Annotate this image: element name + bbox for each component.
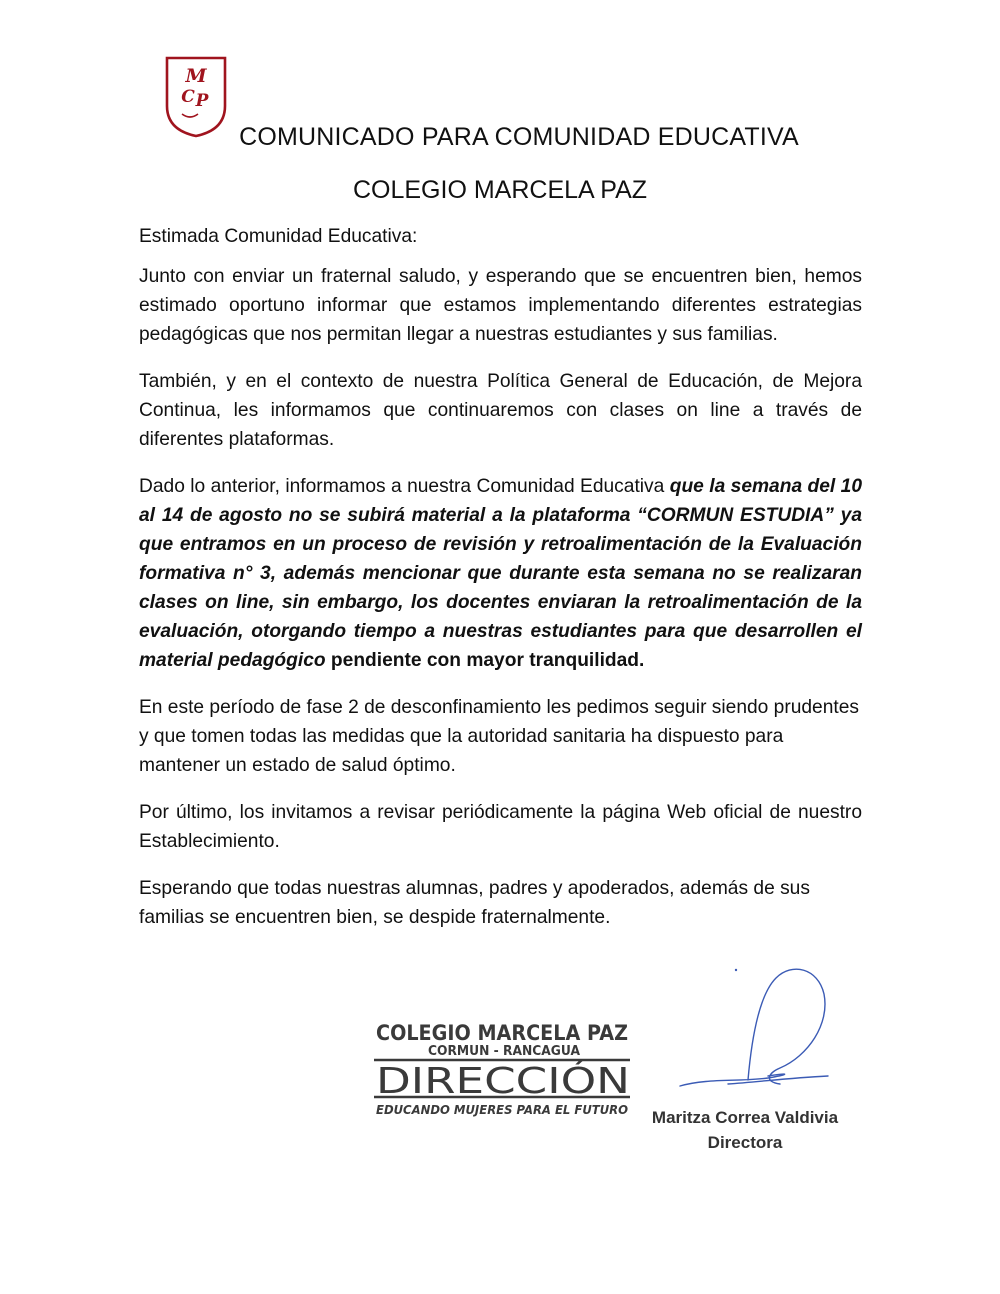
announcement-intro: Dado lo anterior, informamos a nuestra Comunidad Educativa	[139, 476, 670, 497]
signer-name: Maritza Correa Valdivia	[651, 1108, 839, 1127]
announcement-emphasis: que la semana del 10 al 14 de agosto no se subirá material a la plataforma “CORMUN ESTUDIA” ya que entramos en un proceso de revisión y retroalimentación de la Evaluación formativa n° 3, además mencionar que durante esta semana no se realizaran clases on line, sin embargo, los docentes enviaran la retroalimentación de la evaluación, otorgando tiempo a nuestras estudiantes para que desarrollen el material pedagógico	[139, 476, 863, 671]
document-title: COMUNICADO PARA COMUNIDAD EDUCATIVA	[239, 123, 799, 151]
paragraph-announcement	[139, 472, 862, 675]
paragraph-greeting-info: Junto con enviar un fraternal saludo, y esperando que se encuentren bien, hemos estimado oportuno informar que estamos implementando diferentes estrategias pedagógicas que nos permitan llegar a nuestras estudiantes y sus familias.	[139, 266, 862, 345]
letter-body	[139, 222, 862, 950]
svg-text:P: P	[195, 91, 209, 111]
svg-text:M: M	[185, 65, 207, 87]
stamp-line-motto: EDUCANDO MUJERES PARA EL FUTURO	[376, 1102, 629, 1117]
svg-text:C: C	[181, 87, 195, 107]
paragraph-online-classes: También, y en el contexto de nuestra Política General de Educación, de Mejora Continua, les informamos que continuaremos con clases on line a través de diferentes plataformas.	[139, 371, 862, 450]
paragraph-website: Por último, los invitamos a revisar periódicamente la página Web oficial de nuestro Establecimiento.	[139, 802, 862, 852]
signer-block	[630, 1105, 860, 1155]
direction-stamp	[372, 1013, 634, 1121]
handwritten-signature	[668, 964, 848, 1114]
stamp-line-direction: DIRECCIÓN	[376, 1061, 579, 1102]
school-name: COLEGIO MARCELA PAZ	[352, 176, 648, 204]
paragraph-health: En este período de fase 2 de desconfinamiento les pedimos seguir siendo prudentes y que tomen todas las medidas que la autoridad sanitaria ha dispuesto para mantener un estado de salud óptimo.	[139, 697, 859, 776]
stamp-line-school: COLEGIO MARCELA PAZ	[376, 1021, 628, 1045]
signer-role: Directora	[707, 1133, 783, 1152]
stamp-line-city: CORMUN - RANCAGUA	[428, 1044, 580, 1059]
greeting: Estimada Comunidad Educativa:	[139, 226, 418, 247]
announcement-bold-end: pendiente con mayor tranquilidad.	[325, 650, 645, 671]
paragraph-farewell: Esperando que todas nuestras alumnas, padres y apoderados, además de sus familias se encuentren bien, se despide fraternalmente.	[139, 878, 810, 928]
